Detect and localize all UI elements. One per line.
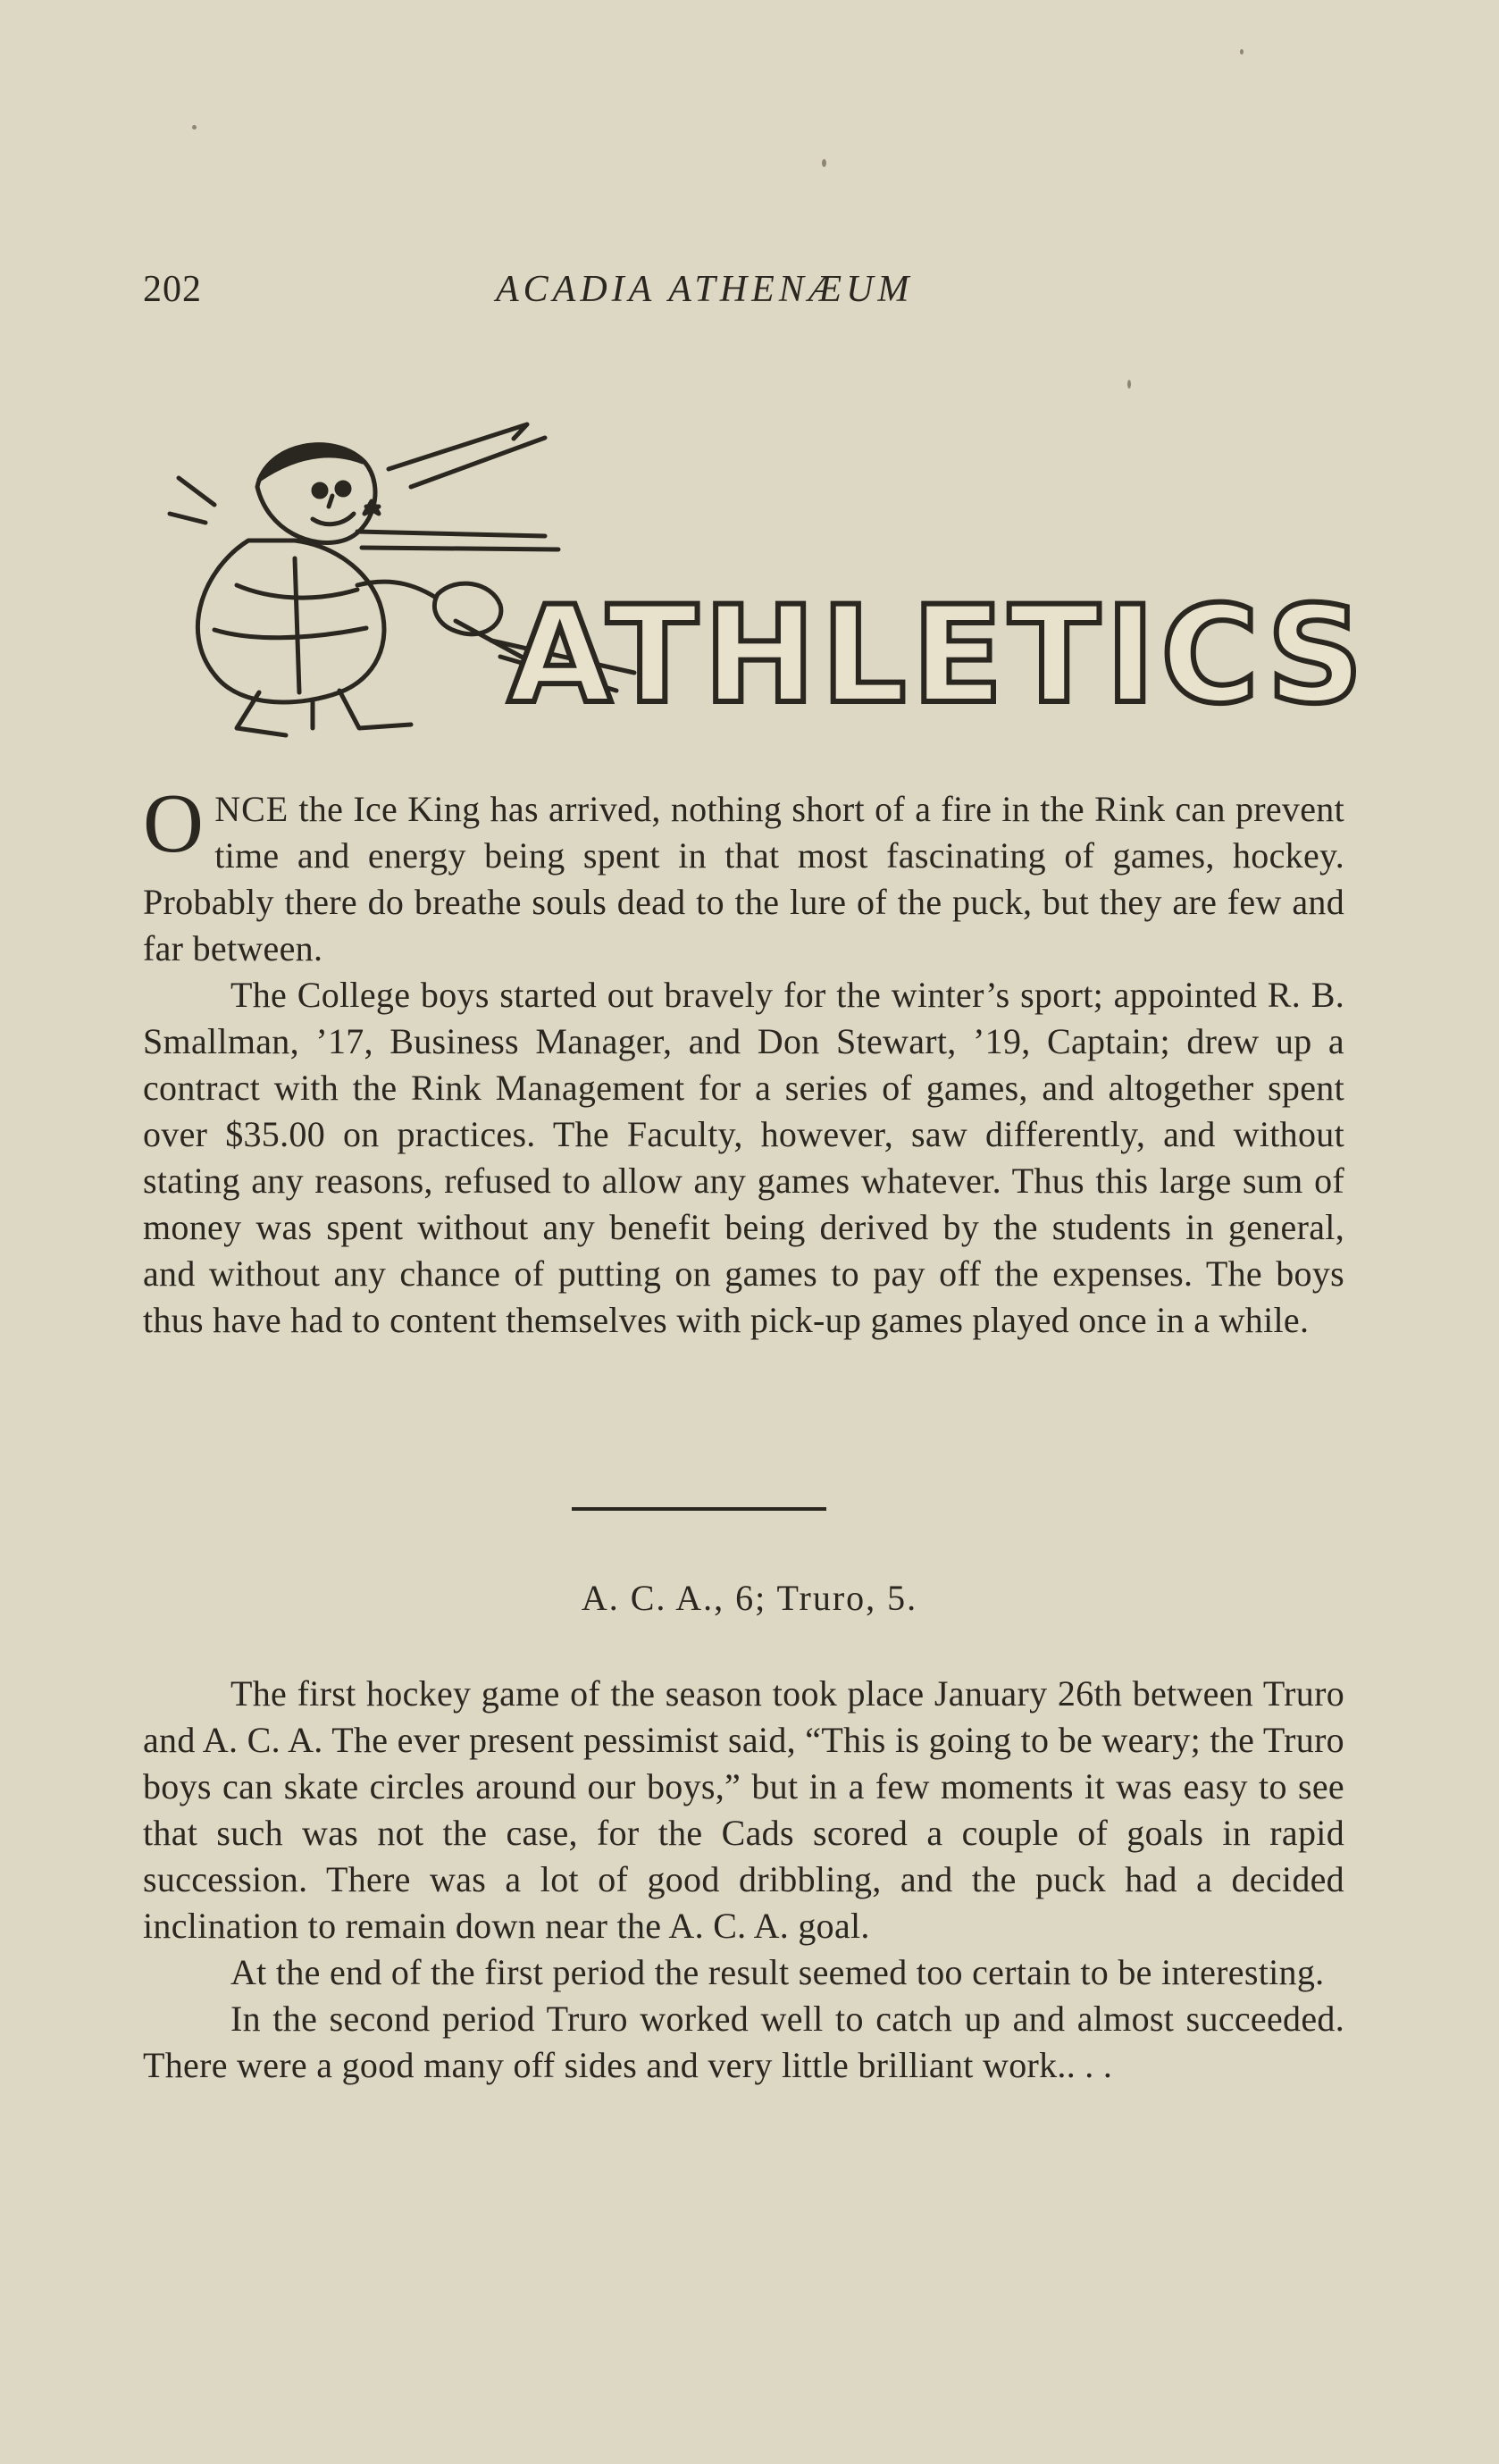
- athletics-title: ATHLETICS: [507, 578, 1369, 733]
- drop-cap: O: [143, 777, 205, 870]
- page-number: 202: [143, 269, 202, 310]
- intro-paragraph-1-text: the Ice King has arrived, nothing short of a fire in the Rink can prevent time and energy being spent in that most fascinating of games, hockey. Probably there do breathe souls dead to the lure of the puck, but they are few and far between.: [143, 789, 1344, 968]
- game-heading: A. C. A., 6; Truro, 5.: [581, 1578, 918, 1618]
- intro-paragraph-2: The College boys started out bravely for the winter’s sport; appointed R. B. Smallman, ’17, Business Manager, and Don Stewart, ’19, Captain; drew up a contract with the Rink Management for a series of games, and altogether spent over $35.00 on practices. The Faculty, however, saw differently, and without stating any reasons, refused to allow any games whatever. Thus this large sum of money was spent without any benefit being derived by the students in general, and without any chance of putting on games to pay off the expenses. The boys thus have had to content themselves with pick-up games played once in a while.: [143, 975, 1344, 1340]
- section-divider: [572, 1507, 826, 1511]
- report-paragraph: The first hockey game of the season took place January 26th between Truro and A. C. A. The ever present pessimist said, “This is going to be weary; the Truro boys can skate circles around our boys,” but in a few moments it was easy to see that such was not the case, for the Cads scored a couple of goals in rapid succession. There was a lot of good dribbling, and the puck had a decided inclination to remain down near the A. C. A. goal.: [143, 1673, 1344, 1946]
- intro-text: [143, 777, 1344, 1344]
- report-paragraph: At the end of the first period the result seemed too certain to be interesting.: [230, 1952, 1325, 1992]
- intro-paragraph-1: [143, 777, 1344, 972]
- paper-speck: [1127, 380, 1131, 389]
- game-report-text: [143, 1671, 1344, 2089]
- report-paragraph: In the second period Truro worked well to catch up and almost succeeded. There were a good many off sides and very little brilliant work.. . .: [143, 1999, 1344, 2085]
- paper-speck: [1240, 49, 1244, 54]
- running-title: ACADIA ATHENÆUM: [496, 269, 914, 310]
- paper-speck: [822, 159, 826, 167]
- lead-word: NCE: [214, 789, 289, 829]
- athletics-banner: [152, 406, 1385, 746]
- paper-speck: [192, 125, 197, 130]
